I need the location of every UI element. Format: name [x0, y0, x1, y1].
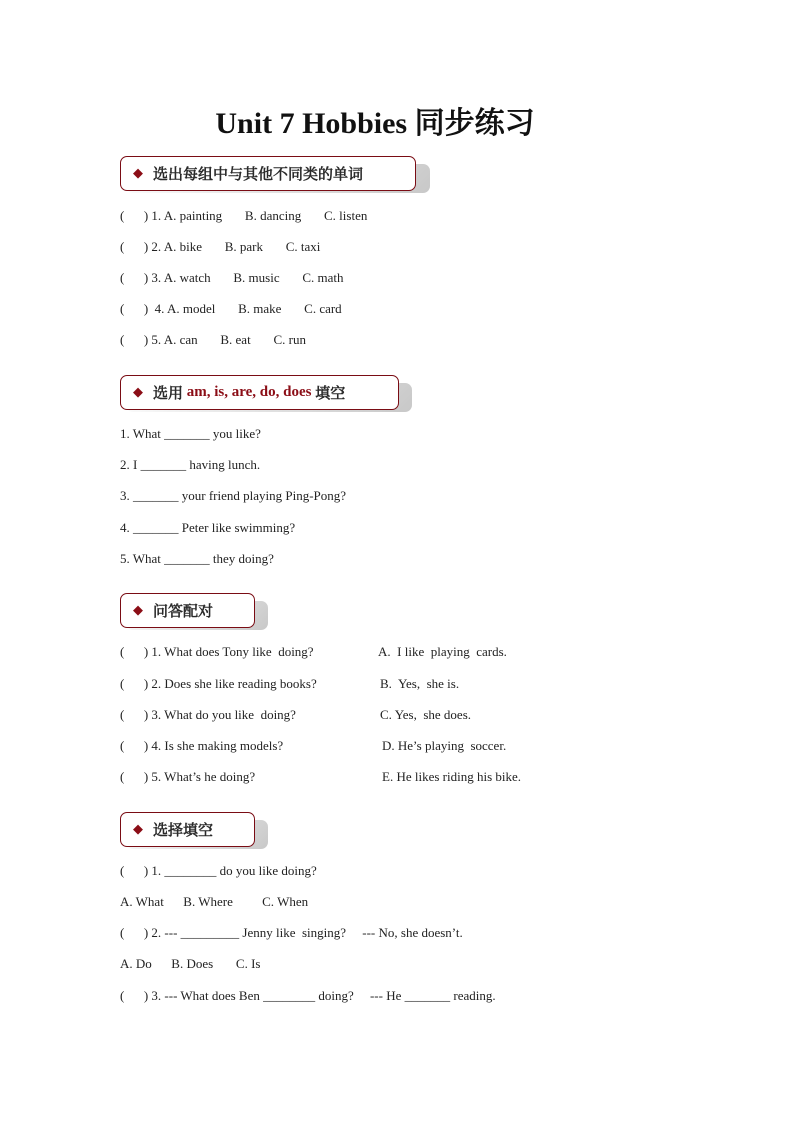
- section-1-title: 选出每组中与其他不同类的单词: [153, 165, 364, 183]
- s1-item: ( ) 4. A. model B. make C. card: [120, 301, 342, 316]
- section-header-1: [120, 156, 430, 193]
- section-2-title-words: am, is, are, do, does: [183, 384, 316, 400]
- s2-item: 2. I _______ having lunch.: [120, 457, 261, 472]
- s1-item: ( ) 3. A. watch B. music C. math: [120, 270, 344, 285]
- s3-answer: C. Yes, she does.: [380, 707, 472, 722]
- s4-line: A. Do B. Does C. Is: [120, 956, 261, 971]
- diamond-icon: ◆: [133, 166, 143, 181]
- s3-question: ( ) 5. What’s he doing?: [120, 769, 256, 784]
- s3-answer: A. I like playing cards.: [378, 644, 507, 659]
- section-header-2: [120, 375, 412, 412]
- s1-item: ( ) 1. A. painting B. dancing C. listen: [120, 208, 368, 223]
- page-title: Unit 7 Hobbies 同步练习: [215, 107, 535, 140]
- s3-answer: B. Yes, she is.: [380, 676, 460, 691]
- s3-question: ( ) 1. What does Tony like doing?: [120, 644, 314, 659]
- s3-question: ( ) 4. Is she making models?: [120, 738, 284, 753]
- section-2-title-suffix: 填空: [315, 384, 346, 402]
- s3-answer: E. He likes riding his bike.: [382, 769, 522, 784]
- s3-question: ( ) 3. What do you like doing?: [120, 707, 296, 722]
- s4-line: ( ) 3. --- What does Ben ________ doing? --- He _______ reading.: [120, 988, 496, 1003]
- s4-line: ( ) 2. --- _________ Jenny like singing? --- No, she doesn’t.: [120, 925, 463, 940]
- s2-item: 1. What _______ you like?: [120, 426, 261, 441]
- section-header-4: [120, 812, 268, 849]
- diamond-icon: ◆: [133, 603, 143, 618]
- s1-item: ( ) 5. A. can B. eat C. run: [120, 332, 306, 347]
- section-header-3: [120, 593, 268, 630]
- section-2-title-prefix: 选用: [153, 384, 184, 402]
- s3-answer: D. He’s playing soccer.: [382, 738, 507, 753]
- section-3-title: 问答配对: [153, 602, 214, 620]
- section-4-title: 选择填空: [153, 821, 214, 839]
- s4-line: ( ) 1. ________ do you like doing?: [120, 863, 317, 878]
- s1-item: ( ) 2. A. bike B. park C. taxi: [120, 239, 321, 254]
- s3-question: ( ) 2. Does she like reading books?: [120, 676, 317, 691]
- s2-item: 3. _______ your friend playing Ping-Pong?: [120, 488, 347, 503]
- s4-line: A. What B. Where C. When: [120, 894, 309, 909]
- s2-item: 4. _______ Peter like swimming?: [120, 520, 296, 535]
- diamond-icon: ◆: [133, 822, 143, 837]
- diamond-icon: ◆: [133, 385, 143, 400]
- s2-item: 5. What _______ they doing?: [120, 551, 274, 566]
